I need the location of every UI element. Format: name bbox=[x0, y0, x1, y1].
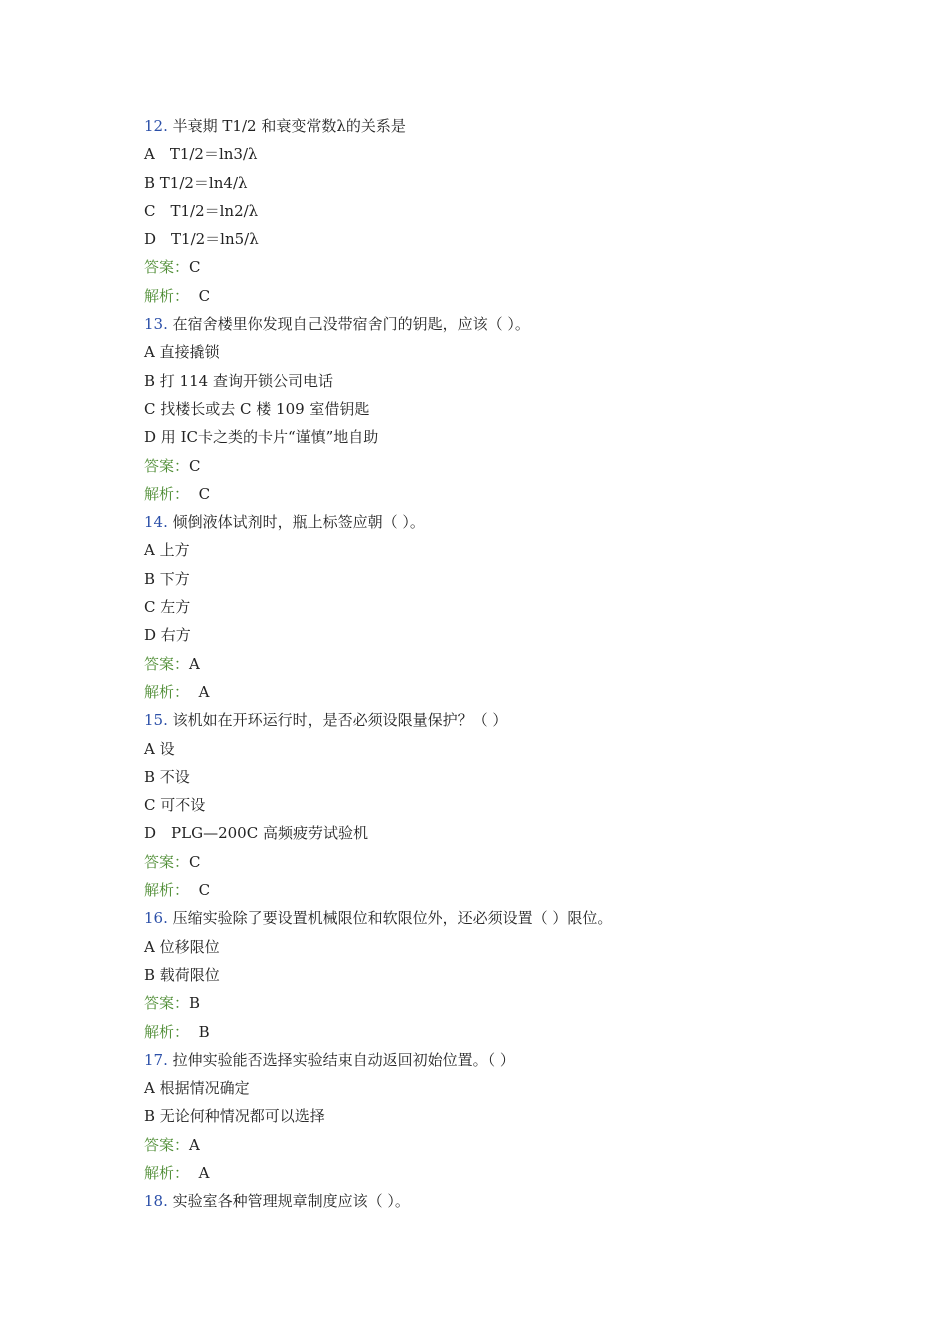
answer-line bbox=[144, 650, 904, 678]
question-text: 在宿舍楼里你发现自己没带宿舍门的钥匙，应该（ ）。 bbox=[172, 315, 530, 334]
answer-line bbox=[144, 452, 904, 480]
question-stem bbox=[144, 1046, 904, 1074]
answer-line bbox=[144, 848, 904, 876]
option: B 下方 bbox=[144, 569, 190, 588]
answer-line bbox=[144, 253, 904, 281]
question-number: 14. bbox=[144, 513, 168, 532]
analysis-line bbox=[144, 1159, 904, 1187]
question-number: 12. bbox=[144, 117, 168, 135]
option: A 直接撬锁 bbox=[144, 343, 220, 362]
analysis-label: 解析： bbox=[144, 484, 190, 503]
analysis-label: 解析： bbox=[144, 682, 190, 701]
option: D 用 IC卡之类的卡片“谨慎”地自助 bbox=[144, 428, 379, 447]
question-stem bbox=[144, 1187, 904, 1215]
option: C T1/2＝ln2/λ bbox=[144, 201, 259, 220]
question-number: 13. bbox=[144, 315, 168, 334]
option: A 根据情况确定 bbox=[144, 1079, 250, 1098]
answer-label: 答案： bbox=[144, 1135, 190, 1154]
analysis-value: C bbox=[198, 484, 211, 503]
analysis-line bbox=[144, 1018, 904, 1046]
question-number: 15. bbox=[144, 711, 168, 730]
answer-label: 答案： bbox=[144, 654, 190, 673]
analysis-value: C bbox=[198, 881, 211, 900]
option: D PLG—200C 高频疲劳试验机 bbox=[144, 824, 368, 843]
answer-value: A bbox=[189, 654, 200, 673]
analysis-label: 解析： bbox=[144, 1163, 190, 1182]
option: B T1/2＝ln4/λ bbox=[144, 173, 248, 192]
question-stem bbox=[144, 904, 904, 932]
question-stem bbox=[144, 310, 904, 338]
answer-line bbox=[144, 989, 904, 1017]
option: C 找楼长或去 C 楼 109 室借钥匙 bbox=[144, 399, 370, 418]
analysis-value: A bbox=[198, 682, 210, 701]
option: D T1/2＝ln5/λ bbox=[144, 230, 259, 249]
analysis-line bbox=[144, 282, 904, 310]
analysis-label: 解析： bbox=[144, 1022, 190, 1041]
option: D 右方 bbox=[144, 626, 191, 645]
option: B 载荷限位 bbox=[144, 965, 220, 984]
answer-value: C bbox=[189, 456, 201, 475]
answer-value: B bbox=[189, 994, 201, 1013]
answer-label: 答案： bbox=[144, 456, 190, 475]
answer-value: C bbox=[189, 258, 201, 277]
answer-label: 答案： bbox=[144, 258, 190, 277]
question-number: 17. bbox=[144, 1050, 168, 1069]
answer-line bbox=[144, 1131, 904, 1159]
analysis-line bbox=[144, 678, 904, 706]
analysis-line bbox=[144, 480, 904, 508]
question-stem bbox=[144, 706, 904, 734]
option: C 可不设 bbox=[144, 796, 206, 815]
option: B 不设 bbox=[144, 767, 190, 786]
answer-value: C bbox=[189, 852, 201, 871]
answer-label: 答案： bbox=[144, 852, 190, 871]
question-text: 倾倒液体试剂时，瓶上标签应朝（ ）。 bbox=[172, 513, 425, 532]
question-text: 该机如在开环运行时，是否必须设限量保护？（ ） bbox=[172, 711, 508, 730]
question-stem bbox=[144, 112, 904, 140]
analysis-value: B bbox=[198, 1022, 210, 1041]
option: B 打 114 查询开锁公司电话 bbox=[144, 371, 333, 390]
answer-label: 答案： bbox=[144, 994, 190, 1013]
analysis-value: A bbox=[198, 1163, 210, 1182]
question-stem bbox=[144, 508, 904, 536]
option: A 设 bbox=[144, 739, 175, 758]
question-list bbox=[144, 112, 904, 1216]
analysis-label: 解析： bbox=[144, 881, 190, 900]
option: B 无论何种情况都可以选择 bbox=[144, 1107, 325, 1126]
answer-value: A bbox=[189, 1135, 200, 1154]
question-text: 半衰期 T1/2 和衰变常数λ的关系是 bbox=[172, 117, 406, 135]
option: A 位移限位 bbox=[144, 937, 220, 956]
option: A T1/2＝ln3/λ bbox=[144, 145, 258, 164]
question-text: 实验室各种管理规章制度应该（ ）。 bbox=[172, 1192, 410, 1211]
analysis-value: C bbox=[198, 286, 211, 305]
analysis-label: 解析： bbox=[144, 286, 190, 305]
question-number: 16. bbox=[144, 909, 168, 928]
question-text: 拉伸实验能否选择实验结束自动返回初始位置。（ ） bbox=[172, 1050, 515, 1069]
question-number: 18. bbox=[144, 1192, 168, 1211]
analysis-line bbox=[144, 876, 904, 904]
question-text: 压缩实验除了要设置机械限位和软限位外，还必须设置（ ）限位。 bbox=[172, 909, 613, 928]
option: A 上方 bbox=[144, 541, 190, 560]
option: C 左方 bbox=[144, 598, 191, 617]
